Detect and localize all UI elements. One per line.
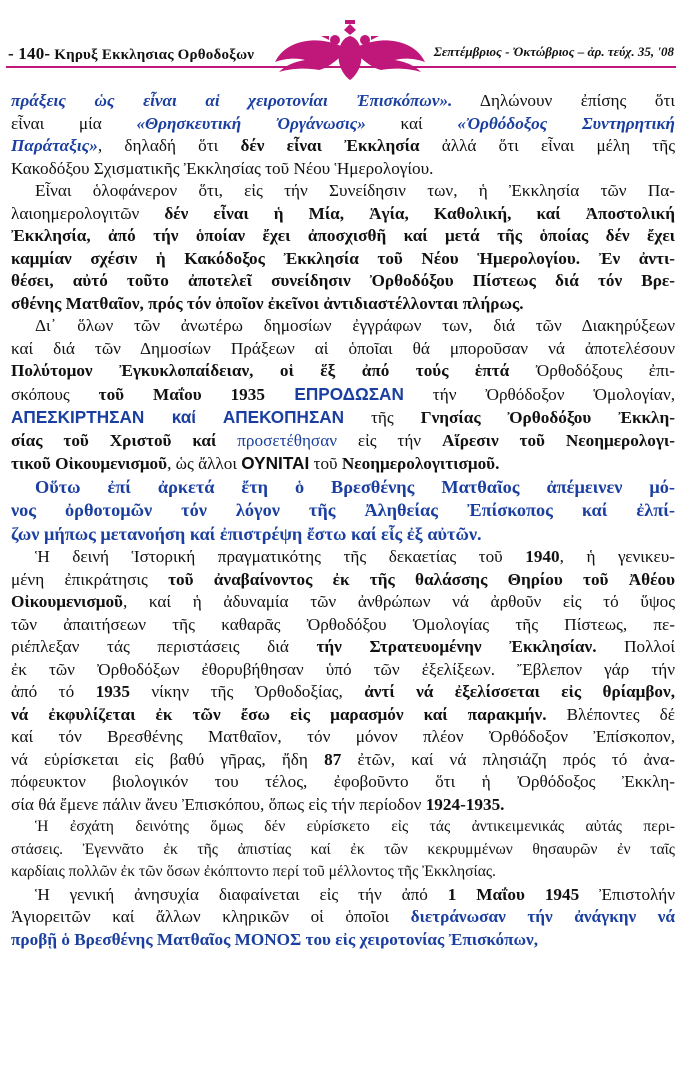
text-span: , ὡς ἄλλοι [167,454,242,473]
text-span: πράξεις ὡς εἶναι αἱ χειροτονίαι Ἐπισκόπων». [11,91,453,110]
text-span: ΟΥΝΙΤΑΙ [241,453,310,473]
text-span: Νεοημερολογιτισμοῦ. [341,454,500,473]
text-span: διετράνωσαν τήν ἀνάγκην νά [410,907,676,926]
text-span: καί [365,113,458,133]
paragraph-4-highlight [11,476,675,547]
text-line: πόφευκτον βιολογικόν του τέλος, ἐφοβοῦντο ὅτι ἡ Ὀρθόδοξος Ἐκκλη- [11,772,675,791]
text-line: θέσει, αὐτό τοῦτο ἀποτελεῖ συνείδησιν Ὀρθοδόξου Πίστεως διά τόν Βρε- [11,271,675,290]
text-span: , δηλαδή ὅτι [97,136,241,155]
text-span: δέν εἶναι Ἐκκλησία [240,136,420,155]
text-span: ΕΠΡΟΔΩΣΑΝ [264,383,404,404]
text-span: 1940 [525,547,560,566]
text-span: εἶναι μία [11,113,137,133]
text-span: «Θρησκευτική Ὀργάνωσις» [136,113,366,133]
text-line [11,884,675,907]
text-line [11,90,675,113]
text-span: Παράταξις» [11,136,98,155]
text-line [11,906,675,929]
text-span: τήν Στρατευομένην Ἐκκλησίαν. [316,637,597,656]
text-span: Οἰκουμενισμοῦ [11,592,123,611]
paragraph-3 [11,315,675,476]
text-line: καρδίαις πολλῶν ἐκ τῶν ὅσων ἐκόπτοντο περί τοῦ μέλλοντος τῆς Ἐκκλησίας. [11,863,496,880]
text-line: καμμίαν σχέσιν ἡ Κακόδοξος Ἐκκλησία τοῦ Νέου Ἡμερολογίου. Ἐν ἀντι- [11,248,675,268]
text-span: 1 Μαΐου 1945 [447,884,580,904]
text-line [11,452,675,476]
paragraph-6 [11,816,675,884]
text-span: ἀντί νά ἐξελίσσεται εἰς θρίαμβον, [364,682,676,701]
text-line: σθένης Ματθαῖον, πρός τόν ὁποῖον ἐκεῖνοι ἀντιδιαστέλλονται πλήρως. [11,293,524,313]
text-line [11,383,675,407]
text-span: τοῦ ἀναβαίνοντος ἐκ τῆς θαλάσσης Θηρίου τοῦ Ἀθέου [168,569,675,589]
text-span: εἰς τήν [336,430,442,450]
text-line: στάσεις. Ἐγεννᾶτο ἐκ τῆς ἀπιστίας καί ἐκ τῶν κεκρυμμένων θησαυρῶν ἐν ταῖς [11,840,675,858]
text-line [11,430,675,453]
text-span: Ἐπιστολήν [579,884,675,904]
text-line [11,406,675,430]
text-line [11,113,675,136]
text-span: μένη ἐπικράτησις [11,569,169,589]
text-line [11,203,675,226]
text-span: δέν εἶναι ἡ Μία, Ἁγία, Καθολική, καί Ἀποστολική [164,203,675,223]
text-span: Ἁγιορειτῶν καί ἄλλων κληρικῶν οἱ ὁποῖοι [11,907,411,926]
text-span: Ἡ δεινή Ἱστορική πραγματικότης τῆς δεκαετίας τοῦ [35,547,526,566]
text-span: 1924-1935. [425,794,505,814]
double-headed-eagle-icon [275,18,425,82]
text-span: νά ἐκφυλίζεται ἐκ τῶν ἔσω εἰς μαρασμόν καί παρακμήν. [11,704,547,724]
article-body [11,90,675,951]
text-span: Ἡ γενική ἀνησυχία διαφαίνεται εἰς τήν ἀπό [35,884,448,904]
text-line [11,360,675,383]
text-line: προβῇ ὁ Βρεσθένης Ματθαῖος ΜΟΝΟΣ του εἰς χειροτονίας Ἐπισκόπων, [11,929,539,949]
text-line [11,636,675,659]
paragraph-7 [11,884,675,952]
paragraph-1 [11,90,675,180]
text-span: λαιοημερολογιτῶν [11,203,165,223]
text-span: προσετέθησαν [237,430,337,450]
text-line: Εἶναι ὁλοφάνερον ὅτι, εἰς τήν Συνείδησιν των, ἡ Ἐκκλησία τῶν Πα- [35,181,675,200]
header-left [8,44,254,64]
text-span: τήν Ὀρθόδοξον Ὁμολογίαν, [403,384,676,404]
text-line: ἐκ τῶν Ὀρθοδόξων ἐθορυβήθησαν ὑπό τῶν ἐξελίξεων. Ἔβλεπον γάρ τήν [11,659,675,679]
text-span: ἀπό τό [11,682,96,701]
text-line: Ἡ ἐσχάτη δεινότης ὅμως δέν εὑρίσκετο εἰς τάς ἀντικειμενικάς αὐτάς περι- [35,818,675,835]
text-span: Πολλοί [596,637,675,656]
text-span: σκόπους [11,384,99,404]
page-header [0,0,682,88]
text-span: νίκην τῆς Ὀρθοδοξίας, [129,682,365,701]
text-span: , καί ἡ ἀδυναμία τῶν ἀνθρώπων νά ἀρθοῦν εἰς τό ὕψος [122,592,675,611]
text-span: ριέπλεξαν τάς περιστάσεις διά [11,637,317,656]
text-line [11,135,675,158]
issue-label: Σεπτέμβριος - Ὀκτώβριος – ἀρ. τεύχ. 35, '08 [433,44,674,59]
text-span: , ἡ γενικευ- [559,547,675,566]
text-line: Δι᾿ ὅλων τῶν ἀνωτέρω δημοσίων ἐγγράφων των, διά τῶν Διακηρύξεων [35,316,675,335]
text-line: Οὕτω ἐπί ἀρκετά ἔτη ὁ Βρεσθένης Ματθαῖος ἀπέμεινεν μό- [35,476,675,497]
text-line: καί διά τῶν Δημοσίων Πράξεων αἱ ὁποῖαι θά μποροῦσαν νά ἀποτελέσουν [11,338,675,358]
text-line: Κακοδόξου Σχισματικῆς Ἐκκλησίας τοῦ Νέου Ἡμερολογίου. [11,158,434,178]
text-line: Ἐκκλησία, ἀπό τήν ὁποίαν ἔχει ἀποσχισθῆ καί μετά τῆς ὁποίας δέν ἔχει [11,226,675,245]
text-line: καί τόν Βρεσθένης Ματθαῖον, τόν μόνον πλέον Ὀρθόδοξον Ἐπίσκοπον, [11,727,675,746]
paragraph-2 [11,180,675,315]
text-line [11,704,675,727]
text-span: σίας τοῦ Χριστοῦ καί [11,430,238,450]
text-line: ζων μήπως μετανοήση καί ἐπιστρέψη ἔστω καί εἷς ἐξ αὐτῶν. [11,523,482,544]
text-span: Ὀρθοδόξους ἐπι- [509,361,676,380]
page-number: - 140- [8,44,51,63]
text-span: Πολύτομον Ἐγκυκλοπαίδειαν, οἱ ἕξ ἀπό τούς ἑπτά [11,361,510,380]
text-span: Δηλώνουν ἐπίσης ὅτι [452,91,675,110]
header-rule [6,66,676,68]
text-span: τοῦ Μαΐου 1935 [98,384,265,404]
text-line [11,794,675,817]
text-span: ἀλλά ὅτι εἶναι μέλη τῆς [419,136,675,155]
text-span: 1935 [95,682,130,701]
text-line [11,591,675,614]
text-span: νά εὑρίσκεται εἰς βαθύ γῆρας, ἤδη [11,749,325,769]
publication-name: Κηρυξ Εκκλησιας Ορθοδοξων [54,47,255,63]
text-line [11,569,675,592]
text-line [11,681,675,704]
text-span: τικοῦ Οἰκουμενισμοῦ [11,454,168,473]
text-span: «Ὀρθόδοξος Συντηρητική [457,113,675,133]
paragraph-5 [11,546,675,816]
text-span: Γνησίας Ὀρθοδόξου Ἐκκλη- [420,408,675,427]
text-line [11,749,675,772]
text-span: τῆς [344,408,421,427]
text-span: Αἵρεσιν τοῦ Νεοημερολογι- [441,430,675,450]
text-span: Βλέποντες δέ [546,704,675,724]
text-line [11,546,675,569]
text-line: νος ὀρθοτομῶν τόν λόγον τῆς Ἀληθείας Ἐπίσκοπος καί ἐλπί- [11,500,675,520]
text-span: ἐτῶν, καί νά πλησιάζη πρός τό ἀνα- [341,749,675,769]
text-span: τοῦ [309,454,342,473]
text-span: σία θά ἔμενε πάλιν ἄνευ Ἐπισκόπου, ὅπως εἰς τήν περίοδον [11,794,426,814]
text-line: τῶν ἀπαιτήσεων τῆς καθαρᾶς Ὀρθοδόξου Ὁμολογίας τῆς Πίστεως, πε- [11,614,675,634]
text-span: ΑΠΕΣΚΙΡΤΗΣΑΝ καί ΑΠΕΚΟΠΗΣΑΝ [11,407,345,427]
text-span: 87 [324,749,342,769]
